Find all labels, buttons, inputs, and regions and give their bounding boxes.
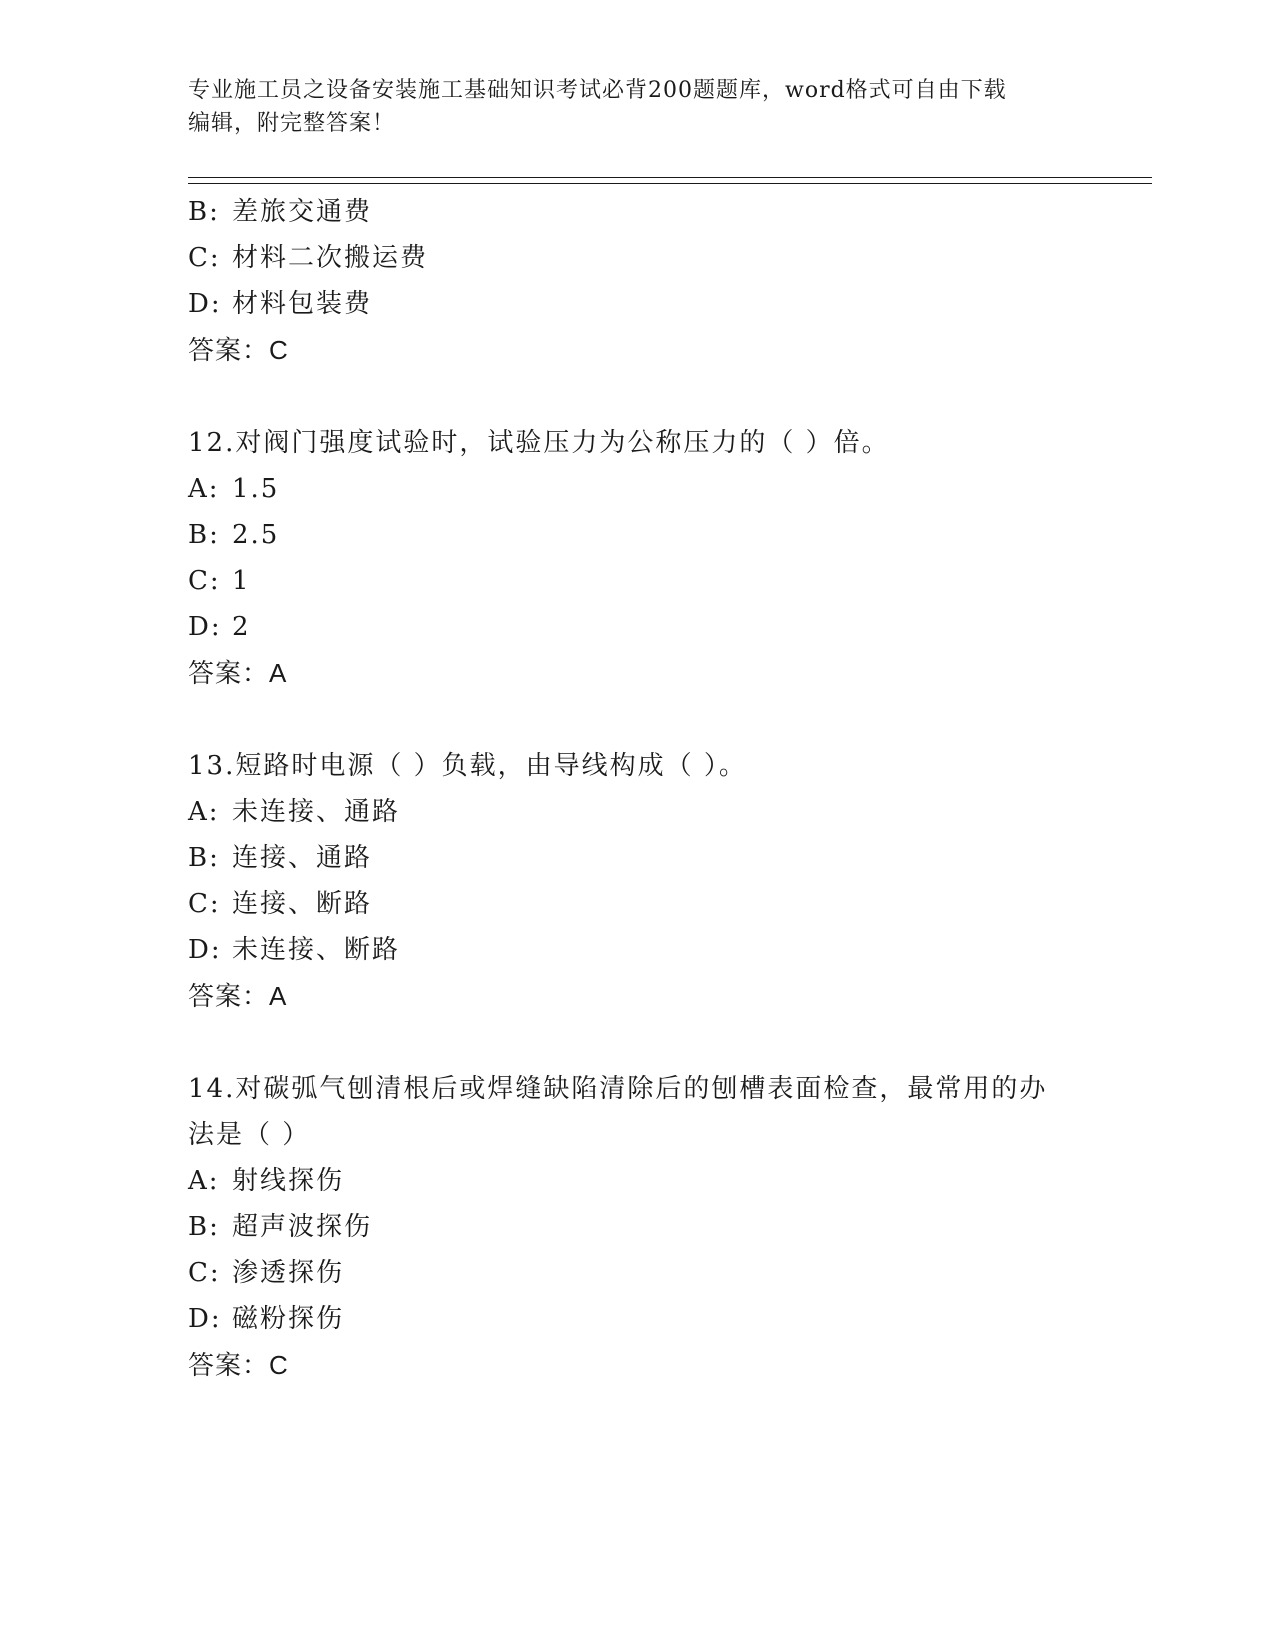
option-d: D: 2 bbox=[188, 612, 251, 642]
question-text: 14.对碳弧气刨清根后或焊缝缺陷清除后的刨槽表面检查，最常用的办 bbox=[188, 1074, 1048, 1104]
option-c: C: 材料二次搬运费 bbox=[188, 243, 429, 273]
option-d: D: 未连接、断路 bbox=[188, 935, 401, 965]
option-a: A: 射线探伤 bbox=[188, 1166, 345, 1196]
document-header bbox=[188, 74, 1068, 140]
option-d: D: 材料包装费 bbox=[188, 289, 373, 319]
option-c: C: 渗透探伤 bbox=[188, 1258, 345, 1288]
option-d: D: 磁粉探伤 bbox=[188, 1304, 345, 1334]
answer-line: 答案：C bbox=[188, 1350, 289, 1380]
option-b: B: 差旅交通费 bbox=[188, 197, 373, 227]
header-divider-top bbox=[188, 177, 1152, 178]
header-line-1: 专业施工员之设备安装施工基础知识考试必背200题题库，word格式可自由下载 bbox=[188, 78, 1007, 103]
header-divider-bottom bbox=[188, 183, 1152, 184]
question-text-continued: 法是（ ） bbox=[188, 1120, 311, 1150]
option-b: B: 超声波探伤 bbox=[188, 1212, 373, 1242]
option-b: B: 2.5 bbox=[188, 520, 280, 550]
option-c: C: 1 bbox=[188, 566, 251, 596]
answer-line: 答案：A bbox=[188, 981, 288, 1011]
question-block bbox=[188, 743, 1088, 1019]
option-c: C: 连接、断路 bbox=[188, 889, 373, 919]
option-a: A: 1.5 bbox=[188, 474, 280, 504]
answer-line: 答案：C bbox=[188, 335, 289, 365]
question-block bbox=[188, 1066, 1088, 1388]
option-a: A: 未连接、通路 bbox=[188, 797, 401, 827]
question-block bbox=[188, 420, 1088, 696]
question-list bbox=[188, 189, 1088, 1388]
header-line-2: 编辑，附完整答案！ bbox=[188, 111, 396, 136]
answer-line: 答案：A bbox=[188, 658, 288, 688]
question-block bbox=[188, 189, 1088, 373]
option-b: B: 连接、通路 bbox=[188, 843, 373, 873]
question-text: 13.短路时电源（ ）负载，由导线构成（ ）。 bbox=[188, 751, 747, 781]
question-text: 12.对阀门强度试验时，试验压力为公称压力的（ ）倍。 bbox=[188, 428, 890, 458]
